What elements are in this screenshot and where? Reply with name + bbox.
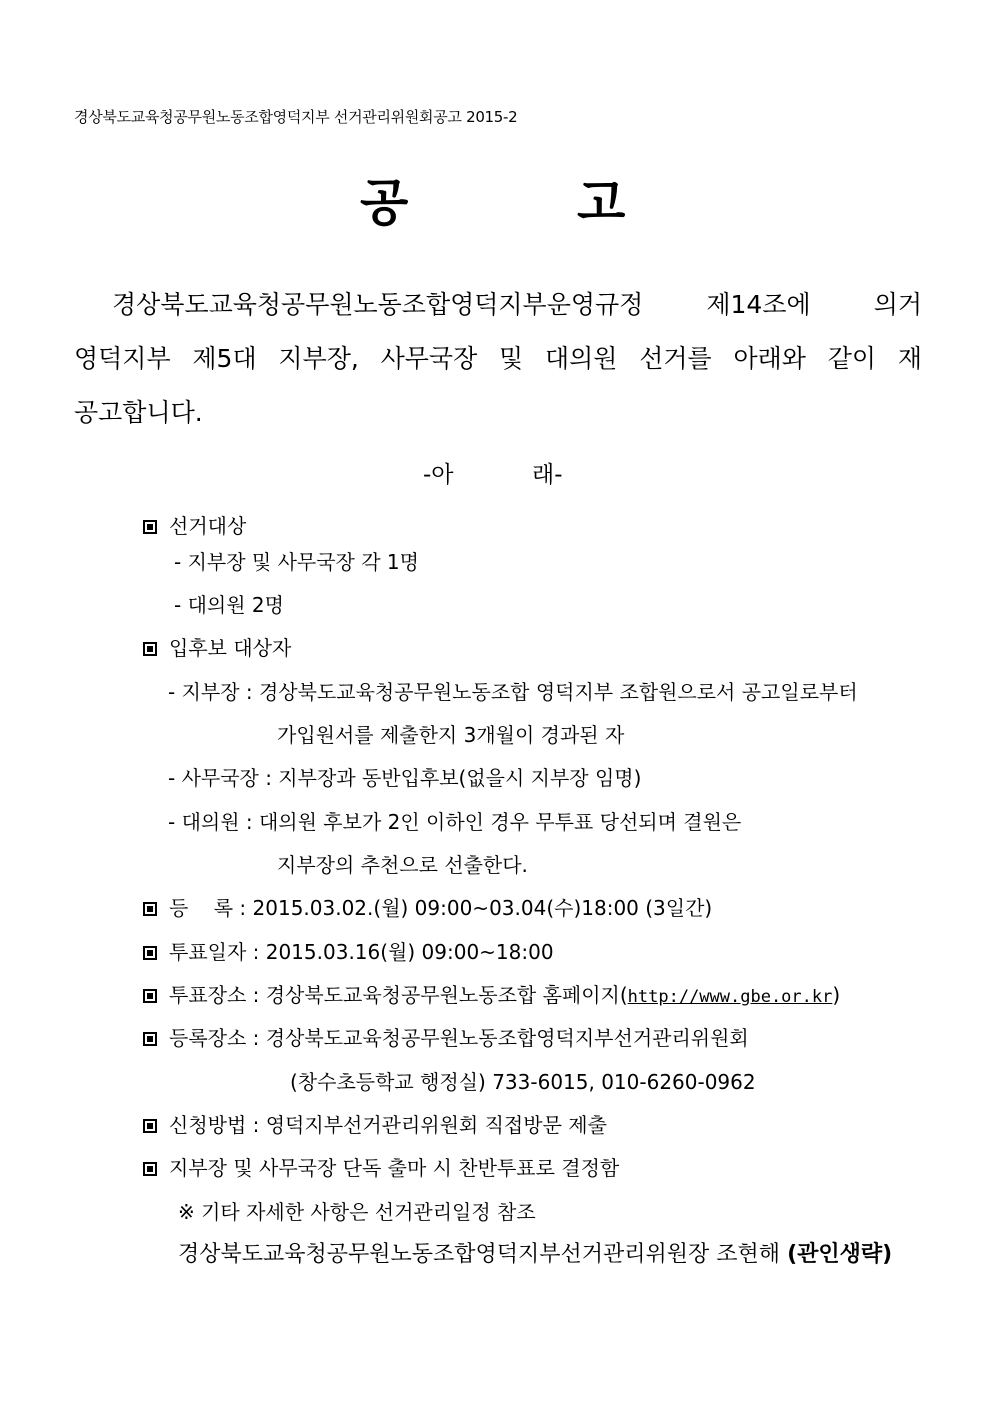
voting-place-row <box>143 981 840 1011</box>
election-target-label: 선거대상 <box>169 514 247 538</box>
intro-line-2: 영덕지부 제5대 지부장, 사무국장 및 대의원 선거를 아래와 같이 재 <box>74 344 922 373</box>
delegate-line-1: - 대의원 : 대의원 후보가 2인 이하인 경우 무투표 당선되며 결원은 <box>168 810 742 834</box>
intro-line-1: 경상북도교육청공무원노동조합영덕지부운영규정 제14조에 의거 <box>112 290 922 319</box>
section-heading <box>0 460 992 490</box>
registration-place-line-1: 등록장소 : 경상북도교육청공무원노동조합영덕지부선거관리위원회 <box>169 1026 749 1050</box>
branch-head-line-2: 가입원서를 제출한지 3개월이 경과된 자 <box>277 723 625 747</box>
intro-paragraph <box>74 278 922 440</box>
title-char-1: 공 <box>360 174 409 232</box>
branch-head-line-1: - 지부장 : 경상북도교육청공무원노동조합 영덕지부 조합원으로서 공고일로부터 <box>168 680 858 704</box>
square-bullet-icon <box>143 902 157 916</box>
secretary-line: - 사무국장 : 지부장과 동반입후보(없을시 지부장 임명) <box>168 766 642 790</box>
sole-candidate-row <box>143 1154 619 1182</box>
voting-place-prefix: 투표장소 : 경상북도교육청공무원노동조합 홈페이지( <box>169 983 628 1007</box>
intro-line-3: 공고합니다. <box>74 398 203 427</box>
voting-date-text: 투표일자 : 2015.03.16(월) 09:00~18:00 <box>169 940 554 964</box>
section-heading-part-1: -아 <box>423 462 454 488</box>
square-bullet-icon <box>143 1162 157 1176</box>
homepage-link[interactable]: http://www.gbe.or.kr <box>627 987 833 1007</box>
square-bullet-icon <box>143 1032 157 1046</box>
candidates-heading <box>143 634 291 662</box>
voting-place-suffix: ) <box>832 983 841 1007</box>
note-text: ※ 기타 자세한 사항은 선거관리일정 참조 <box>178 1200 536 1224</box>
square-bullet-icon <box>143 989 157 1003</box>
signature-name: 경상북도교육청공무원노동조합영덕지부선거관리위원장 조현해 <box>178 1242 781 1267</box>
registration-row <box>143 894 712 922</box>
election-target-heading <box>143 512 246 540</box>
delegate-line-2: 지부장의 추천으로 선출한다. <box>277 853 528 877</box>
square-bullet-icon <box>143 520 157 534</box>
notice-number: 경상북도교육청공무원노동조합영덕지부 선거관리위원회공고 2015-2 <box>74 108 518 126</box>
square-bullet-icon <box>143 642 157 656</box>
candidates-label: 입후보 대상자 <box>169 636 292 660</box>
registration-place-line-2: (창수초등학교 행정실) 733-6015, 010-6260-0962 <box>290 1070 756 1094</box>
registration-text: 등 록 : 2015.03.02.(월) 09:00~03.04(수)18:00 (3일간) <box>169 896 713 920</box>
square-bullet-icon <box>143 1119 157 1133</box>
list-item: - 대의원 2명 <box>174 593 284 617</box>
title-char-2: 고 <box>577 174 626 232</box>
signature <box>178 1240 892 1270</box>
square-bullet-icon <box>143 946 157 960</box>
page-title <box>0 168 992 238</box>
section-heading-part-2: 래- <box>532 462 563 488</box>
registration-place-row <box>143 1024 749 1052</box>
application-method-row <box>143 1111 607 1139</box>
application-method-text: 신청방법 : 영덕지부선거관리위원회 직접방문 제출 <box>169 1113 607 1137</box>
list-item: - 지부장 및 사무국장 각 1명 <box>174 550 419 574</box>
voting-date-row <box>143 938 554 966</box>
sole-candidate-text: 지부장 및 사무국장 단독 출마 시 찬반투표로 결정함 <box>169 1156 620 1180</box>
seal-note: (관인생략) <box>787 1242 893 1267</box>
